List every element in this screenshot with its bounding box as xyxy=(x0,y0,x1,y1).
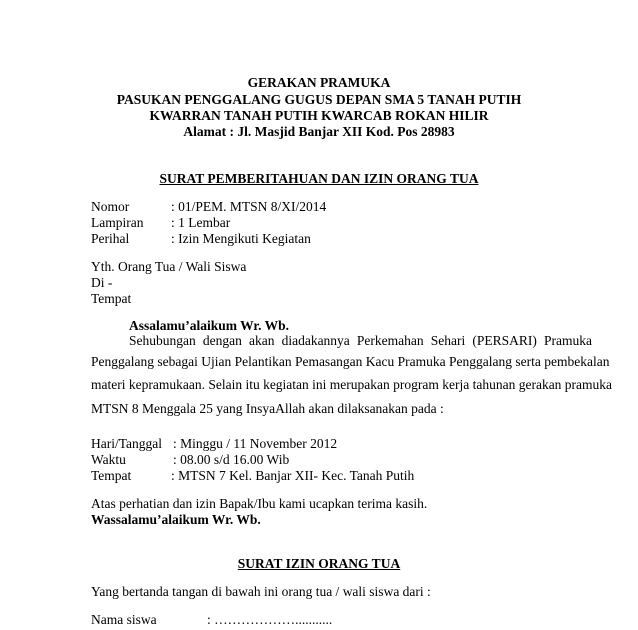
body-line: Penggalang sebagai Ujian Pelantikan Pemasangan Kacu Pramuka Penggalang serta pembekalan xyxy=(91,354,610,369)
closing-text: Atas perhatian dan izin Bapak/Ibu kami ucapkan terima kasih. xyxy=(91,496,428,511)
schedule-value: : 08.00 s/d 16.00 Wib xyxy=(173,452,290,467)
body-line: Sehubungan dengan akan diadakannya Perkemahan Sehari (PERSARI) Pramuka xyxy=(129,333,592,348)
meta-value: : Izin Mengikuti Kegiatan xyxy=(171,231,311,246)
greeting: Assalamu’alaikum Wr. Wb. xyxy=(129,318,290,333)
meta-number xyxy=(91,199,326,215)
consent-title: SURAT IZIN ORANG TUA xyxy=(237,556,401,571)
body-line: materi kepramukaan. Selain itu kegiatan ini merupakan program kerja tahunan gerakan pramuka xyxy=(91,377,613,392)
farewell: Wassalamu’alaikum Wr. Wb. xyxy=(91,512,261,527)
address: Alamat : Jl. Masjid Banjar XII Kod. Pos 28983 xyxy=(183,124,455,139)
meta-attachment xyxy=(91,215,230,231)
schedule-value: : Minggu / 11 November 2012 xyxy=(173,436,338,451)
schedule-label: Hari/Tanggal xyxy=(91,436,163,451)
student-value: : ………………........... xyxy=(207,612,333,627)
meta-label: Nomor xyxy=(91,199,130,214)
body-line: MTSN 8 Menggala 25 yang InsyaAllah akan dilaksanakan pada : xyxy=(91,401,444,416)
student-name-field xyxy=(91,612,332,628)
schedule-label: Tempat xyxy=(91,468,132,483)
schedule-day xyxy=(91,436,337,452)
meta-label: Lampiran xyxy=(91,215,144,230)
org-name: GERAKAN PRAMUKA xyxy=(247,75,391,90)
schedule-label: Waktu xyxy=(91,452,126,467)
meta-label: Perihal xyxy=(91,231,130,246)
schedule-place xyxy=(91,468,414,484)
letter-title: SURAT PEMBERITAHUAN DAN IZIN ORANG TUA xyxy=(159,171,479,186)
consent-intro: Yang bertanda tangan di bawah ini orang tua / wali siswa dari : xyxy=(91,584,431,599)
troop-name: PASUKAN PENGGALANG GUGUS DEPAN SMA 5 TANAH PUTIH xyxy=(116,92,522,107)
student-label: Nama siswa xyxy=(91,612,157,627)
meta-value: : 01/PEM. MTSN 8/XI/2014 xyxy=(171,199,327,214)
schedule-time xyxy=(91,452,289,468)
recipient-line: Tempat xyxy=(91,291,132,306)
recipient-line: Di - xyxy=(91,275,113,290)
schedule-value: : MTSN 7 Kel. Banjar XII- Kec. Tanah Putih xyxy=(171,468,415,483)
district-name: KWARRAN TANAH PUTIH KWARCAB ROKAN HILIR xyxy=(149,108,489,123)
meta-value: : 1 Lembar xyxy=(171,215,231,230)
recipient-line: Yth. Orang Tua / Wali Siswa xyxy=(91,259,247,274)
meta-subject xyxy=(91,231,311,247)
